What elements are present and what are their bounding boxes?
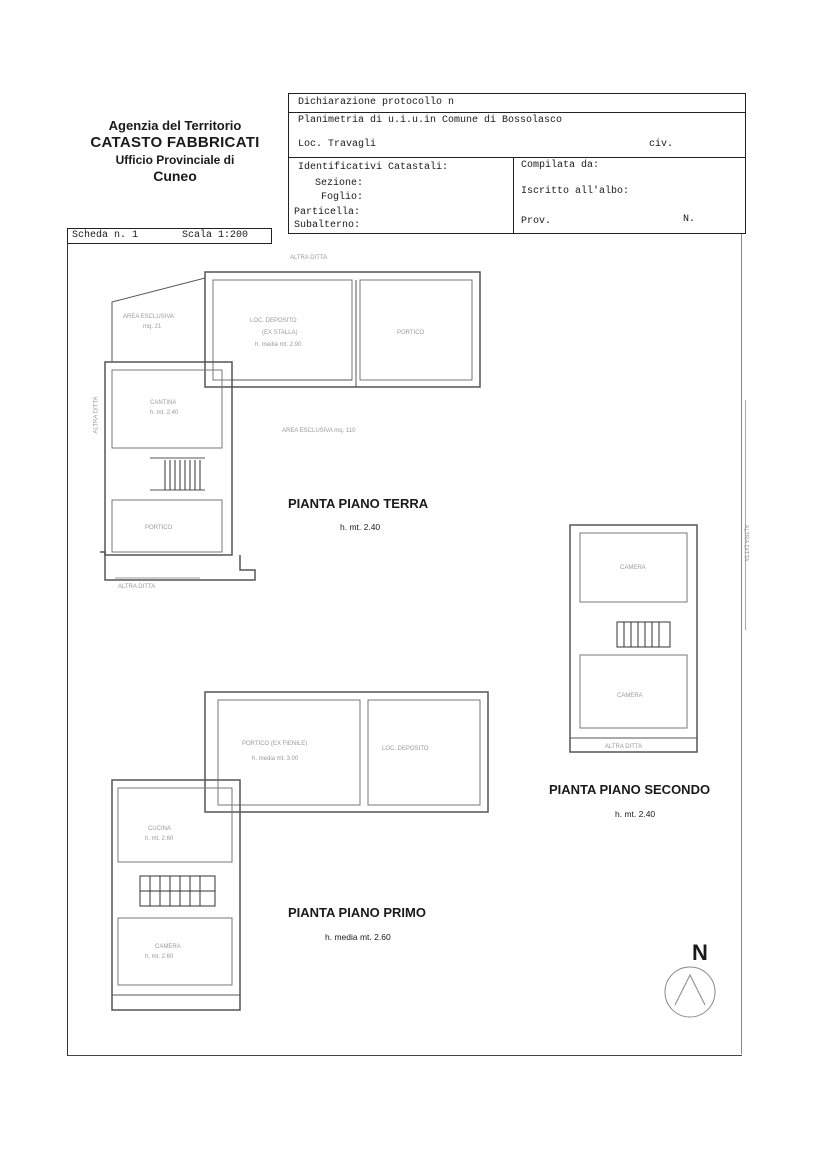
label-portico-fienile-h: h. media mt. 3.00 bbox=[252, 756, 299, 762]
label-camera-second-top: CAMERA bbox=[620, 565, 646, 571]
label-cantina-h: h. mt. 2.40 bbox=[150, 410, 179, 416]
label-deposito-h: h. media mt. 2.90 bbox=[255, 342, 302, 348]
title-piano-primo: PIANTA PIANO PRIMO bbox=[288, 905, 426, 920]
office-city: Cuneo bbox=[153, 168, 197, 184]
label-altra-ditta-bottom: ALTRA DITTA bbox=[118, 584, 156, 590]
scheda-label: Scheda n. 1 bbox=[72, 230, 139, 241]
foglio-label: Foglio: bbox=[321, 192, 364, 203]
label-portico-ground: PORTICO bbox=[145, 525, 173, 531]
title-piano-secondo: PIANTA PIANO SECONDO bbox=[549, 782, 711, 797]
label-altra-ditta-second: ALTRA DITTA bbox=[605, 744, 643, 750]
agency-name: Agenzia del Territorio bbox=[108, 118, 242, 133]
office-label: Ufficio Provinciale di bbox=[115, 153, 235, 167]
label-altra-ditta-left: ALTRA DITTA bbox=[93, 396, 100, 434]
locality-label: Loc. Travagli bbox=[298, 139, 377, 150]
label-area-scoperta-mq: mq. 21 bbox=[143, 324, 162, 330]
label-portico-ground-right: PORTICO bbox=[397, 330, 425, 336]
scale-label: Scala 1:200 bbox=[182, 230, 249, 241]
label-area-scoperta: AREA ESCLUSIVA bbox=[123, 314, 174, 320]
prov-label: Prov. bbox=[521, 216, 552, 227]
height-piano-secondo: h. mt. 2.40 bbox=[615, 809, 656, 819]
label-camera-first-h: h. mt. 2.60 bbox=[145, 954, 174, 960]
label-altra-ditta-right: ALTRA DITTA bbox=[742, 524, 749, 562]
label-altra-ditta-top: ALTRA DITTA bbox=[290, 255, 328, 261]
label-cucina: CUCINA bbox=[148, 826, 172, 832]
label-deposito-sub: (EX STALLA) bbox=[262, 330, 298, 336]
sezione-label: Sezione: bbox=[315, 178, 364, 189]
compilata-label: Compilata da: bbox=[521, 160, 600, 171]
identifiers-label: Identificativi Catastali: bbox=[298, 162, 449, 173]
label-deposito: LOC. DEPOSITO bbox=[250, 318, 297, 324]
height-piano-primo: h. media mt. 2.60 bbox=[325, 932, 391, 942]
label-portico-fienile: PORTICO (EX FIENILE) bbox=[242, 741, 308, 747]
label-camera-first: CAMERA bbox=[155, 944, 181, 950]
second-stairs bbox=[617, 622, 670, 647]
height-piano-terra: h. mt. 2.40 bbox=[340, 522, 381, 532]
north-label: N bbox=[692, 940, 708, 965]
label-cucina-h: h. mt. 2.60 bbox=[145, 836, 174, 842]
plan-first-floor bbox=[112, 692, 488, 1010]
title-piano-terra: PIANTA PIANO TERRA bbox=[288, 496, 429, 511]
subalterno-label: Subalterno: bbox=[294, 220, 361, 231]
plan-second-floor bbox=[570, 525, 697, 752]
particella-label: Particella: bbox=[294, 207, 361, 218]
label-cantina: CANTINA bbox=[150, 400, 177, 406]
catasto-title: CATASTO FABBRICATI bbox=[90, 134, 260, 152]
planimetry-label: Planimetria di u.i.u.in Comune di Bossolasco bbox=[298, 115, 563, 126]
first-stairs bbox=[140, 876, 215, 906]
label-deposito-first: LOC. DEPOSITO bbox=[382, 746, 429, 752]
label-area-esclusiva: AREA ESCLUSIVA mq. 110 bbox=[282, 428, 356, 434]
north-arrow-symbol bbox=[665, 967, 715, 1017]
ground-stairs bbox=[165, 460, 200, 490]
iscritto-label: Iscritto all'albo: bbox=[521, 186, 630, 197]
n-label: N. bbox=[683, 214, 696, 225]
label-camera-second-bottom: CAMERA bbox=[617, 693, 643, 699]
protocol-label: Dichiarazione protocollo n bbox=[298, 97, 455, 108]
civ-label: civ. bbox=[649, 139, 674, 150]
